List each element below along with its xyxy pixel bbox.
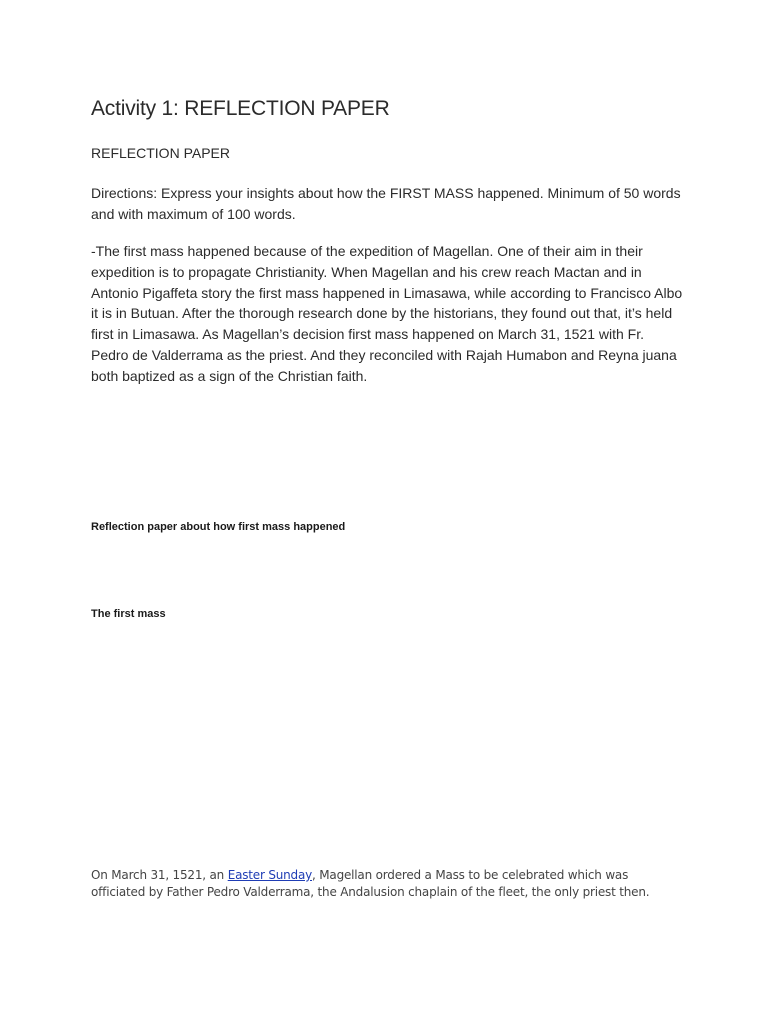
footer-text-before-link: On March 31, 1521, an: [91, 868, 228, 882]
directions-text: Directions: Express your insights about how the FIRST MASS happened. Minimum of 50 words and with maximum of 100 words.: [91, 185, 681, 222]
reflection-heading: Reflection paper about how first mass happened: [91, 521, 346, 533]
first-mass-paragraph: [91, 867, 671, 901]
reflection-paragraph: -The first mass happened because of the expedition of Magellan. One of their aim in their expedition is to propagate Christianity. When Magellan and his crew reach Mactan and in Antonio Pigaffeta story the first mass happened in Limasawa, while according to Francisco Albo it is in Butuan. After the thorough research done by the historians, they found out that, it’s held first in Limasawa. As Magellan’s decision first mass happened on March 31, 1521 with Fr. Pedro de Valderrama as the priest. And they reconciled with Rajah Humabon and Reyna juana both baptized as a sign of the Christian faith.: [91, 243, 683, 384]
page-title: Activity 1: REFLECTION PAPER: [91, 97, 390, 120]
first-mass-heading: The first mass: [91, 608, 166, 620]
subtitle: REFLECTION PAPER: [91, 145, 230, 161]
footer-text-after-link: , Magellan ordered a Mass to be celebrated which was officiated by Father Pedro Valderrama, the Andalusion chaplain of the fleet, the only priest then.: [91, 868, 650, 899]
easter-sunday-link[interactable]: Easter Sunday: [227, 868, 313, 882]
